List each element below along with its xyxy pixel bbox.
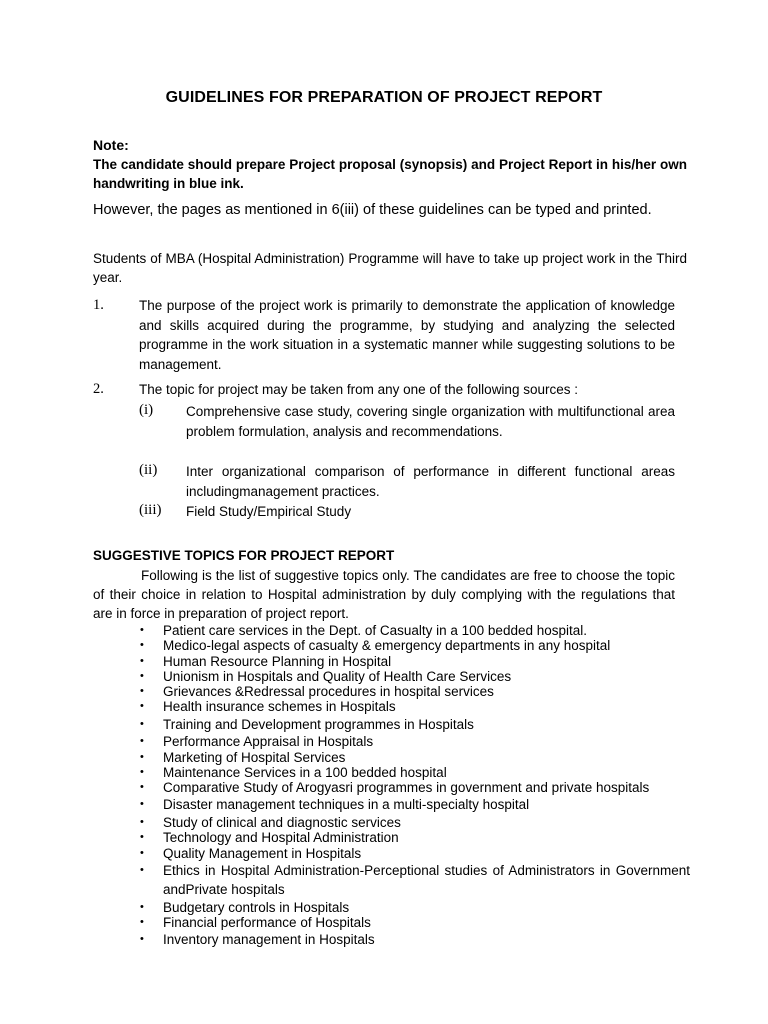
- bullet-icon: •: [140, 815, 144, 828]
- bullet-icon: •: [140, 750, 144, 763]
- list-item: • Ethics in Hospital Administration-Perceptional studies of Administrators in Government andPrivate hospitals: [140, 862, 690, 898]
- list-item: • Maintenance Services in a 100 bedded hospital: [140, 764, 447, 780]
- sub-item-text: Inter organizational comparison of performance in different functional areas includingmanagement practices.: [186, 464, 675, 499]
- bullet-icon: •: [140, 933, 144, 946]
- list-item: • Technology and Hospital Administration: [140, 830, 399, 846]
- list-item: • Financial performance of Hospitals: [140, 915, 371, 931]
- item-text: The purpose of the project work is primarily to demonstrate the application of knowledge and skills acquired during the programme, by studying and analyzing the selected programme in the work situation in a systematic manner while suggesting solutions to be management.: [139, 298, 675, 372]
- bullet-icon: •: [140, 765, 144, 778]
- bullet-icon: •: [140, 735, 144, 748]
- sub-item-text: Comprehensive case study, covering single organization with multifunctional area problem formulation, analysis and recommendations.: [186, 404, 675, 439]
- list-item: • Comparative Study of Arogyasri programmes in government and private hospitals: [140, 780, 650, 796]
- list-item: • Budgetary controls in Hospitals: [140, 899, 350, 915]
- list-item: • Performance Appraisal in Hospitals: [140, 734, 374, 750]
- sub-item-number: (ii): [139, 462, 158, 478]
- suggestive-topics-heading: SUGGESTIVE TOPICS FOR PROJECT REPORT: [93, 548, 395, 563]
- topic-list: [140, 623, 690, 950]
- list-item: • Study of clinical and diagnostic services: [140, 814, 401, 830]
- bullet-icon: •: [140, 669, 144, 682]
- note-label: Note:: [93, 137, 129, 153]
- bullet-icon: •: [140, 900, 144, 913]
- sub-item-text: Field Study/Empirical Study: [186, 504, 352, 519]
- bullet-icon: •: [140, 685, 144, 698]
- bullet-icon: •: [140, 700, 144, 713]
- bullet-icon: •: [140, 863, 144, 876]
- item-number: 2.: [93, 381, 104, 397]
- item-text: The topic for project may be taken from any one of the following sources :: [139, 382, 578, 397]
- list-item: • Medico-legal aspects of casualty & emergency departments in any hospital: [140, 638, 611, 654]
- list-item: • Human Resource Planning in Hospital: [140, 653, 392, 669]
- however-paragraph: However, the pages as mentioned in 6(iii) of these guidelines can be typed and printed.: [93, 202, 652, 218]
- sub-item-number: (i): [139, 402, 154, 418]
- suggestive-intro-text: Following is the list of suggestive topics only. The candidates are free to choose the topic of their choice in relation to Hospital administration by duly complying with the regulations that are in force in preparation of project report.: [93, 568, 675, 621]
- list-item: • Disaster management techniques in a multi-specialty hospital: [140, 795, 690, 815]
- suggestive-intro: [93, 566, 675, 623]
- bullet-icon: •: [140, 831, 144, 844]
- list-item: • Patient care services in the Dept. of Casualty in a 100 bedded hospital.: [140, 623, 588, 638]
- item-number: 1.: [93, 297, 104, 313]
- sub-item-iii: [139, 502, 675, 522]
- bullet-icon: •: [140, 798, 144, 811]
- numbered-item-1: [93, 296, 675, 374]
- page-title: GUIDELINES FOR PREPARATION OF PROJECT REPORT: [165, 89, 603, 106]
- numbered-item-2: [93, 380, 675, 400]
- list-item: • Marketing of Hospital Services: [140, 749, 346, 765]
- bullet-icon: •: [140, 654, 144, 667]
- sub-item-i: [139, 402, 675, 441]
- list-item: • Quality Management in Hospitals: [140, 845, 362, 861]
- list-item: • Unionism in Hospitals and Quality of Health Care Services: [140, 668, 512, 684]
- bullet-icon: •: [140, 916, 144, 929]
- bullet-icon: •: [140, 846, 144, 859]
- students-paragraph: Students of MBA (Hospital Administration) Programme will have to take up project work in the Third year.: [93, 251, 687, 285]
- list-item: • Grievances &Redressal procedures in hospital services: [140, 684, 494, 700]
- bullet-icon: •: [140, 639, 144, 652]
- list-item: • Health insurance schemes in Hospitals: [140, 699, 396, 715]
- bullet-icon: •: [140, 624, 144, 636]
- sub-item-number: (iii): [139, 502, 162, 518]
- bullet-icon: •: [140, 717, 144, 730]
- bullet-icon: •: [140, 781, 144, 794]
- note-text: The candidate should prepare Project proposal (synopsis) and Project Report in his/her own handwriting in blue ink.: [93, 157, 687, 191]
- sub-item-ii: [139, 462, 675, 501]
- list-item: • Training and Development programmes in Hospitals: [140, 715, 690, 735]
- list-item: • Inventory management in Hospitals: [140, 930, 690, 950]
